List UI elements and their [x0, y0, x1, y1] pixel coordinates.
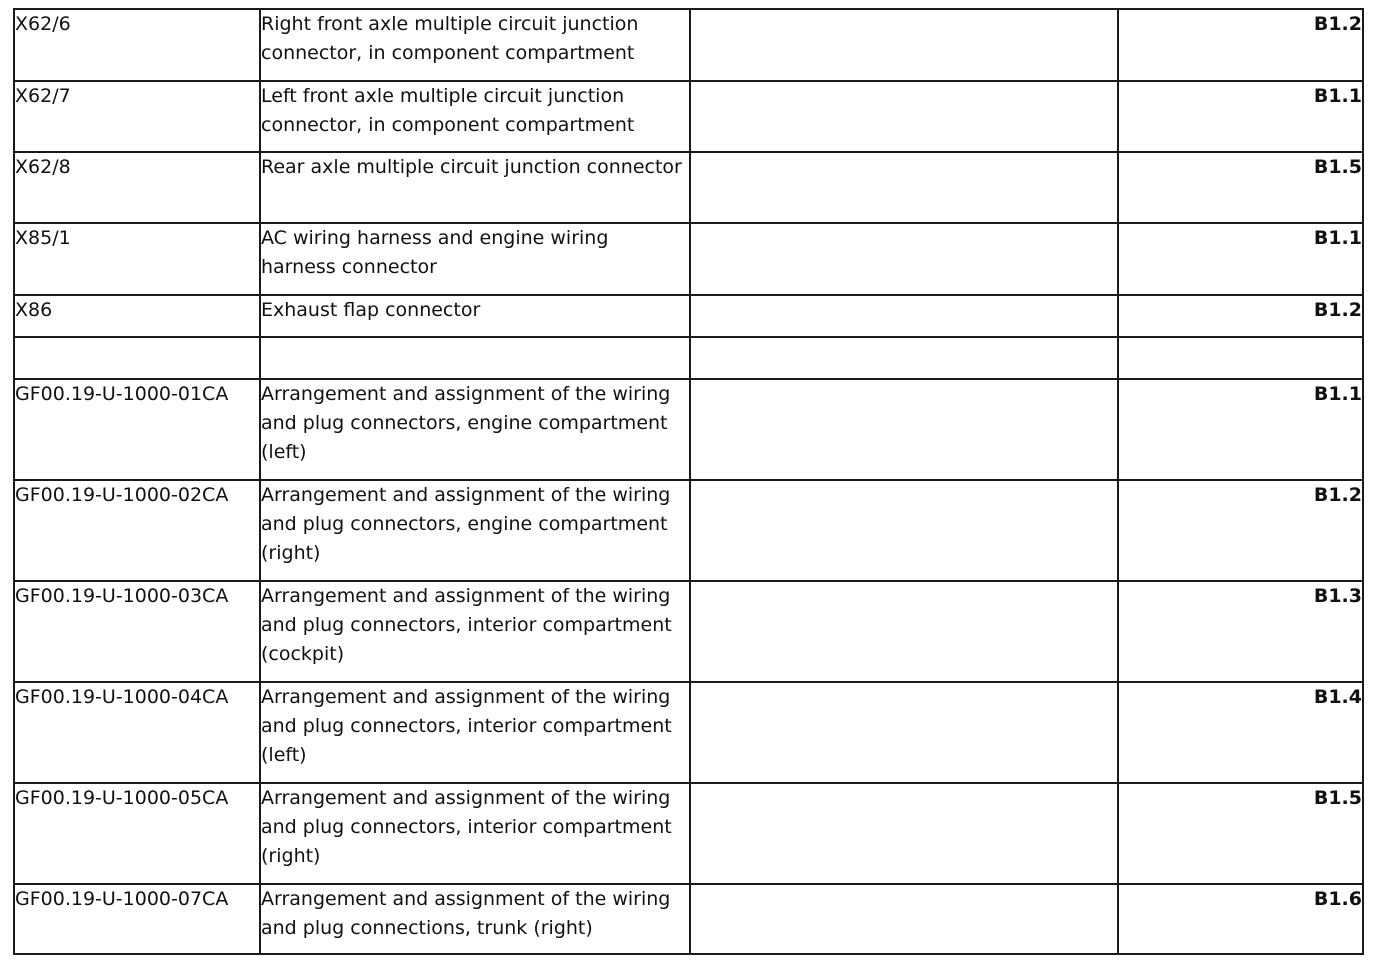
description-cell: Arrangement and assignment of the wiring and plug connectors, engine compartment (right) [260, 480, 690, 581]
component-code-cell: X62/8 [14, 152, 260, 223]
description-cell: Exhaust flap connector [260, 295, 690, 337]
description-cell: Arrangement and assignment of the wiring and plug connectors, interior compartment (left) [260, 682, 690, 783]
component-code-cell: GF00.19-U-1000-02CA [14, 480, 260, 581]
description-cell: Arrangement and assignment of the wiring and plug connectors, engine compartment (left) [260, 379, 690, 480]
component-code-cell: GF00.19-U-1000-01CA [14, 379, 260, 480]
grid-reference-cell [1118, 337, 1363, 379]
remark-cell [690, 9, 1118, 81]
grid-reference-cell: B1.2 [1118, 295, 1363, 337]
description-cell: AC wiring harness and engine wiring harness connector [260, 223, 690, 295]
remark-cell [690, 480, 1118, 581]
grid-reference-cell: B1.1 [1118, 223, 1363, 295]
component-code-cell: X62/7 [14, 81, 260, 152]
grid-reference-cell: B1.1 [1118, 379, 1363, 480]
table-row [14, 379, 1363, 480]
table-row [14, 295, 1363, 337]
grid-reference-cell: B1.2 [1118, 9, 1363, 81]
table-row [14, 9, 1363, 81]
component-code-cell: X86 [14, 295, 260, 337]
table-row [14, 480, 1363, 581]
description-cell [260, 337, 690, 379]
grid-reference-cell: B1.5 [1118, 152, 1363, 223]
remark-cell [690, 295, 1118, 337]
description-cell: Arrangement and assignment of the wiring and plug connectors, interior compartment (right) [260, 783, 690, 884]
component-code-cell: GF00.19-U-1000-03CA [14, 581, 260, 682]
table-row [14, 581, 1363, 682]
component-code-cell: X62/6 [14, 9, 260, 81]
grid-reference-cell: B1.2 [1118, 480, 1363, 581]
description-cell: Arrangement and assignment of the wiring and plug connectors, interior compartment (cockpit) [260, 581, 690, 682]
table-row [14, 223, 1363, 295]
description-cell: Rear axle multiple circuit junction connector [260, 152, 690, 223]
grid-reference-cell: B1.4 [1118, 682, 1363, 783]
table-row [14, 81, 1363, 152]
remark-cell [690, 152, 1118, 223]
description-cell: Arrangement and assignment of the wiring and plug connections, trunk (right) [260, 884, 690, 954]
component-code-cell: GF00.19-U-1000-07CA [14, 884, 260, 954]
table-row [14, 337, 1363, 379]
grid-reference-cell: B1.5 [1118, 783, 1363, 884]
table-row [14, 783, 1363, 884]
component-code-cell [14, 337, 260, 379]
description-cell: Right front axle multiple circuit junction connector, in component compartment [260, 9, 690, 81]
remark-cell [690, 783, 1118, 884]
remark-cell [690, 81, 1118, 152]
remark-cell [690, 379, 1118, 480]
table-row [14, 152, 1363, 223]
grid-reference-cell: B1.6 [1118, 884, 1363, 954]
remark-cell [690, 337, 1118, 379]
component-code-cell: X85/1 [14, 223, 260, 295]
component-code-cell: GF00.19-U-1000-05CA [14, 783, 260, 884]
table-row [14, 884, 1363, 954]
remark-cell [690, 223, 1118, 295]
description-cell: Left front axle multiple circuit junction connector, in component compartment [260, 81, 690, 152]
grid-reference-cell: B1.3 [1118, 581, 1363, 682]
remark-cell [690, 884, 1118, 954]
table-row [14, 682, 1363, 783]
remark-cell [690, 581, 1118, 682]
connector-reference-table [13, 8, 1364, 955]
grid-reference-cell: B1.1 [1118, 81, 1363, 152]
remark-cell [690, 682, 1118, 783]
component-code-cell: GF00.19-U-1000-04CA [14, 682, 260, 783]
